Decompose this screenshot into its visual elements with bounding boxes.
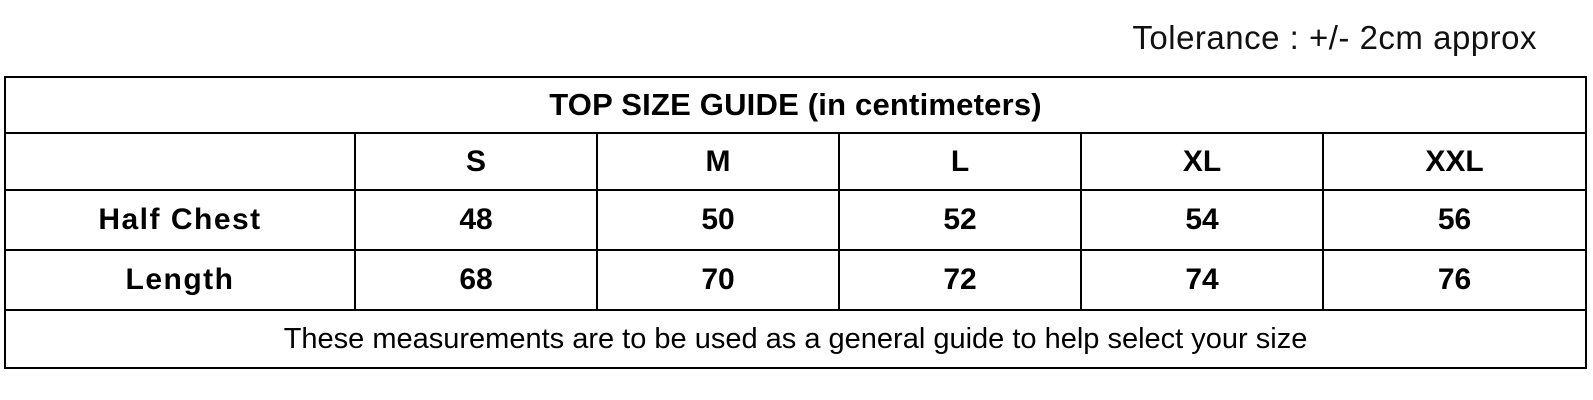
header-size-xl: XL bbox=[1081, 133, 1323, 190]
cell-length-xxl: 76 bbox=[1323, 250, 1586, 310]
cell-half-chest-l: 52 bbox=[839, 190, 1081, 250]
cell-half-chest-s: 48 bbox=[355, 190, 597, 250]
cell-length-m: 70 bbox=[597, 250, 839, 310]
table-row bbox=[5, 190, 1586, 250]
tolerance-note: Tolerance : +/- 2cm approx bbox=[1132, 19, 1537, 56]
header-size-l: L bbox=[839, 133, 1081, 190]
top-size-guide-table bbox=[4, 76, 1587, 369]
tolerance-note-row bbox=[0, 0, 1593, 76]
cell-half-chest-xl: 54 bbox=[1081, 190, 1323, 250]
table-title: TOP SIZE GUIDE (in centimeters) bbox=[5, 77, 1586, 133]
table-footer-note: These measurements are to be used as a general guide to help select your size bbox=[5, 310, 1586, 368]
table-header-row bbox=[5, 133, 1586, 190]
header-size-m: M bbox=[597, 133, 839, 190]
cell-half-chest-xxl: 56 bbox=[1323, 190, 1586, 250]
row-label-half-chest: Half Chest bbox=[5, 190, 355, 250]
row-label-length: Length bbox=[5, 250, 355, 310]
table-title-row bbox=[5, 77, 1586, 133]
table-footer-row bbox=[5, 310, 1586, 368]
cell-length-s: 68 bbox=[355, 250, 597, 310]
table-row bbox=[5, 250, 1586, 310]
cell-half-chest-m: 50 bbox=[597, 190, 839, 250]
header-corner-cell bbox=[5, 133, 355, 190]
cell-length-xl: 74 bbox=[1081, 250, 1323, 310]
cell-length-l: 72 bbox=[839, 250, 1081, 310]
header-size-xxl: XXL bbox=[1323, 133, 1586, 190]
header-size-s: S bbox=[355, 133, 597, 190]
